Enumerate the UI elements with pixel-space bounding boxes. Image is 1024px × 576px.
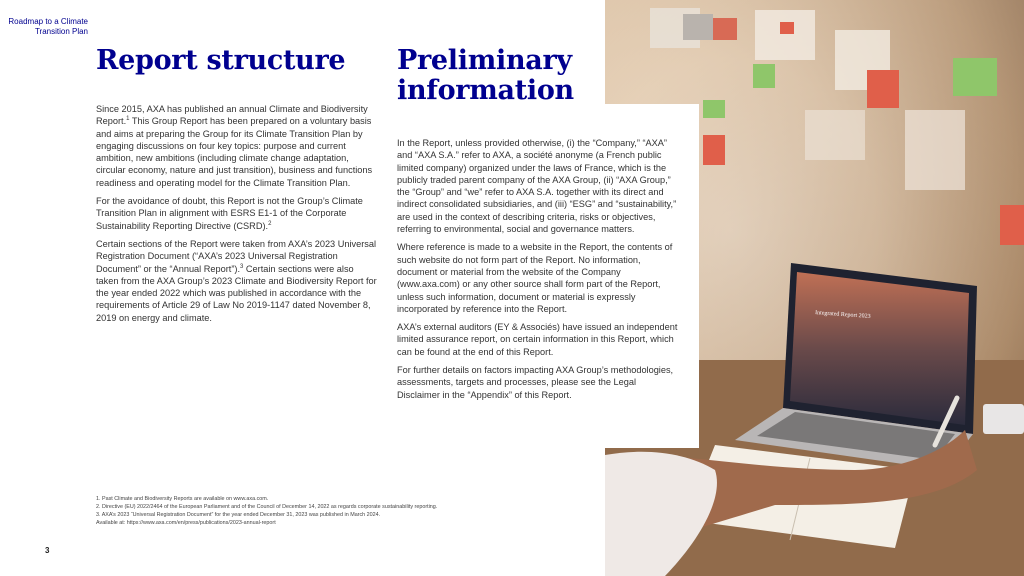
paragraph: Since 2015, AXA has published an annual Climate and Biodiversity Report.$^1$ This Group Report has been prepared on a voluntary basis and aims at preparing the Group for its Climate Transition Plan by engaging discussions on four key topics: purpose and current ambition, new ambitions (including climate change adaptation, circular economy, nature and just transition), business and functions readiness and operating model for the Climate Transition Plan.	[96, 104, 373, 188]
report-structure-title: Report structure	[96, 45, 346, 76]
footnote: Available at: https://www.axa.com/en/press/publications/2023-annual-report	[96, 520, 276, 526]
footnotes	[96, 495, 596, 527]
preliminary-information-body	[397, 137, 679, 407]
footnote: 2. Directive (EU) 2022/2464 of the European Parliament and of the Council of December 14, 2022 as regards corporate sustainability reporting.	[96, 504, 438, 510]
document-title: Roadmap to a Climate Transition Plan	[8, 17, 88, 36]
footnote: 3. AXA’s 2023 “Universal Registration Document” for the year ended December 31, 2023 was published in March 2024.	[96, 512, 381, 518]
footnote: 1. Past Climate and Biodiversity Reports are available on www.axa.com.	[96, 496, 269, 502]
report-structure-body	[96, 103, 378, 330]
paragraph: In the Report, unless provided otherwise, (i) the “Company,” “AXA” and “AXA S.A.” refer to AXA, a société anonyme (a French public limited company) organized under the laws of France, which is the publicly traded parent company of the AXA Group, (ii) “AXA Group,” the “Group” and “we” refer to AXA S.A. together with its direct and indirect consolidated subsidiaries, and (iii) “ESG” and “sustainability,” are used in the context of describing criteria, risks or objectives, referring to environmental, social and governance matters.	[397, 138, 677, 235]
footnote-ref: 1	[126, 116, 130, 123]
paragraph: For the avoidance of doubt, this Report is not the Group’s Climate Transition Plan in alignment with ESRS E1-1 of the Corporate Sustainability Reporting Directive (CSRD).$^2$	[96, 196, 363, 231]
footnote-ref: 3	[240, 263, 244, 270]
footnote-ref: 2	[268, 220, 272, 227]
page-number: 3	[45, 546, 50, 555]
laptop-screen-title: Integrated Report 2023	[814, 310, 871, 320]
paragraph: Certain sections of the Report were taken from AXA’s 2023 Universal Registration Document (“AXA’s 2023 Universal Registration Document” or the “Annual Report”).$^3$ Certain sections were also taken from the AXA Group’s 2023 Climate and Biodiversity Report for the year ended 2022 which was published in accordance with the requirements of Article 29 of Law No 2019-1147 dated November 8, 2019 on energy and climate.	[96, 238, 377, 323]
preliminary-information-title: Preliminary information	[397, 45, 574, 106]
paragraph: For further details on factors impacting AXA Group’s methodologies, assessments, targets and processes, please see the Legal Disclaimer in the “Appendix” of this Report.	[397, 365, 674, 400]
paragraph: Where reference is made to a website in the Report, the contents of such website do not form part of the Report. No information, document or material from the website of the Company (www.axa.com) or any other source shall form part of the Report, unless such information, document or material is expressly incorporated by reference into the Report.	[397, 242, 673, 314]
paragraph: AXA’s external auditors (EY & Associés) have issued an independent limited assurance report, on certain information in this Report, which can be found at the end of this Report.	[397, 322, 678, 357]
